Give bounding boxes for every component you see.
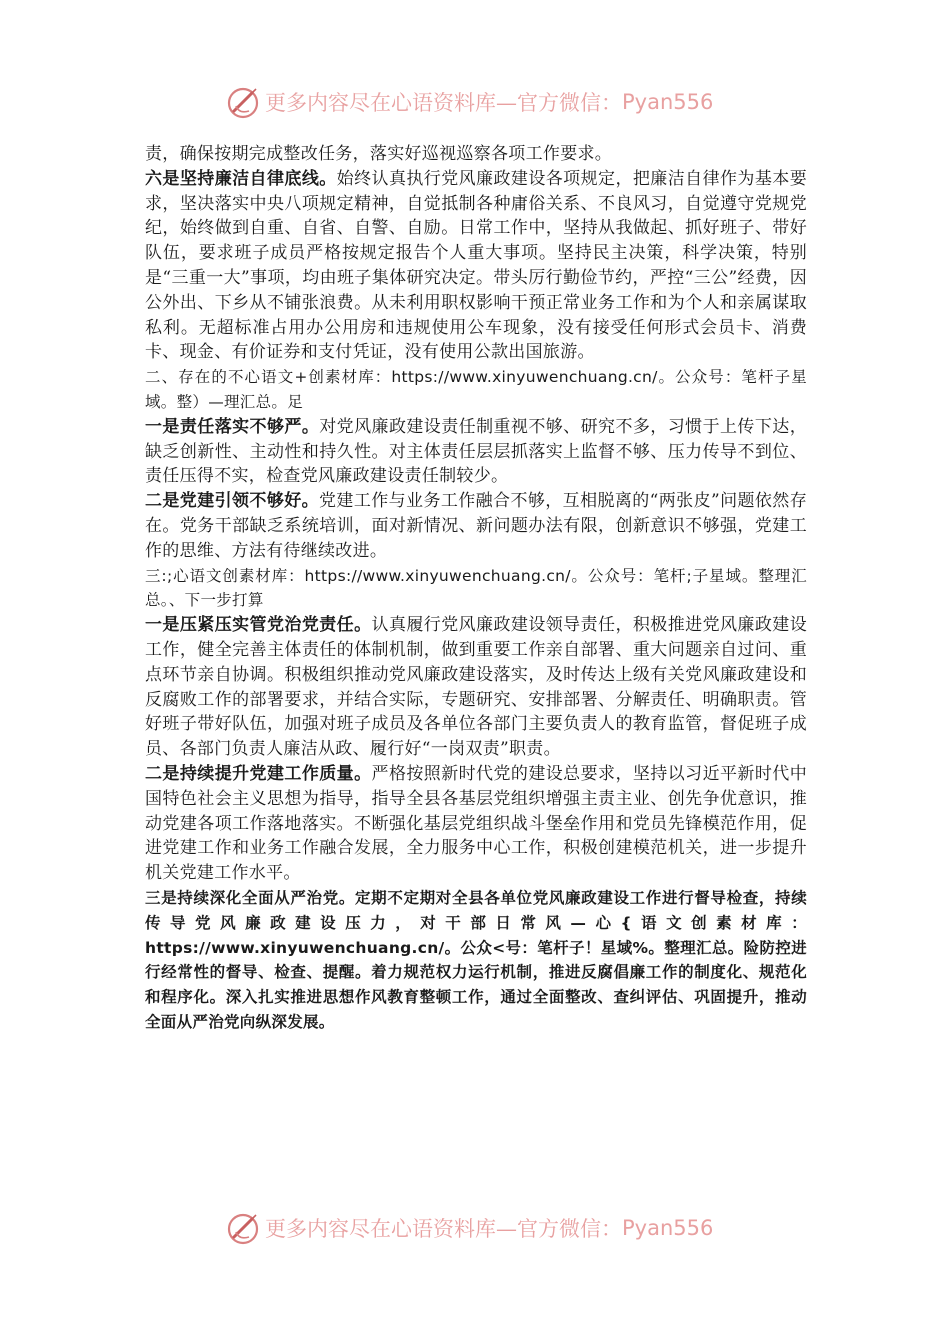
paragraph	[145, 489, 807, 563]
paragraph	[145, 613, 807, 762]
document-body	[145, 142, 807, 1035]
paragraph-lead: 一是压紧压实管党治党责任。	[145, 615, 372, 636]
paragraph	[145, 167, 807, 365]
paragraph	[145, 886, 807, 1035]
pen-logo-icon	[225, 1210, 261, 1246]
watermark-banner-bottom	[225, 1208, 745, 1248]
section-heading	[145, 365, 807, 415]
paragraph-text: 对党风廉政建设责任制重视不够、研究不多，习惯于上传下达，缺乏创新性、主动性和持久性。对主体责任层层抓落实上监督不够、压力传导不到位、责任压得不实，检查党风廉政建设责任制较少。	[145, 416, 808, 487]
paragraph-text: 三:;心语文创素材库：https://www.xinyuwenchuang.cn/。公众号：笔杆;子星域。整理汇总。、下一步打算	[145, 566, 807, 610]
paragraph-lead: 二是持续提升党建工作质量。	[145, 763, 372, 784]
watermark-handle: Pyan556	[622, 90, 714, 114]
pen-logo-icon	[225, 84, 261, 120]
paragraph-text: 认真履行党风廉政建设领导责任，积极推进党风廉政建设工作，健全完善主体责任的体制机制，做到重要工作亲自部署、重大问题亲自过问、重点环节亲自协调。积极组织推动党风廉政建设落实，及时传达上级有关党风廉政建设和反腐败工作的部署要求，并结合实际，专题研究、安排部署、分解责任、明确职责。管好班子带好队伍，加强对班子成员及各单位各部门主要负责人的教育监管，督促班子成员、各部门负责人廉洁从政、履行好“一岗双责”职责。	[145, 615, 807, 760]
watermark-text: 更多内容尽在心语资料库—官方微信：	[265, 91, 622, 115]
watermark-handle: Pyan556	[622, 1216, 714, 1240]
watermark-banner-top	[225, 82, 745, 122]
paragraph-lead: 六是坚持廉洁自律底线。	[145, 168, 337, 189]
paragraph	[145, 762, 807, 886]
paragraph-text: 党建工作与业务工作融合不够，互相脱离的“两张皮”问题依然存在。党务干部缺乏系统培训，面对新情况、新问题办法有限，创新意识不够强，党建工作的思维、方法有待继续改进。	[145, 491, 807, 561]
paragraph-text: 严格按照新时代党的建设总要求，坚持以习近平新时代中国特色社会主义思想为指导，指导全县各基层党组织增强主责主业、创先争优意识，推动党建各项工作落地落实。不断强化基层党组织战斗堡垒作用和党员先锋模范作用，促进党建工作和业务工作融合发展，全力服务中心工作，积极创建模范机关，进一步提升机关党建工作水平。	[145, 763, 807, 884]
paragraph	[145, 142, 807, 167]
paragraph-text: 责，确保按期完成整改任务，落实好巡视巡察各项工作要求。	[145, 144, 613, 164]
section-heading	[145, 564, 807, 614]
paragraph-lead: 一是责任落实不够严。	[145, 416, 320, 437]
paragraph-lead: 二是党建引领不够好。	[145, 491, 320, 512]
paragraph-text: 三是持续深化全面从严治党。定期不定期对全县各单位党风廉政建设工作进行督导检查，持续传导党风廉政建设压力，对干部日常风—心{语文创素材库：https://www.xinyuwenchuang.cn/。公众<号：笔杆子！星域%。整理汇总。险防控进行经常性的督导、检查、提醒。着力规范权力运行机制，推进反腐倡廉工作的制度化、规范化和程序化。深入扎实推进思想作风教育整顿工作，通过全面整改、查纠评估、巩固提升，推动全面从严治党向纵深发展。	[145, 888, 807, 1031]
watermark-text: 更多内容尽在心语资料库—官方微信：	[265, 1217, 622, 1241]
paragraph	[145, 415, 807, 489]
paragraph-text: 二、存在的不心语文+创素材库：https://www.xinyuwenchuang.cn/。公众号：笔杆子星域。整）—理汇总。足	[145, 368, 807, 411]
paragraph-text: 始终认真执行党风廉政建设各项规定，把廉洁自律作为基本要求，坚决落实中央八项规定精神，自觉抵制各种庸俗关系、不良风习，自觉遵守党规党纪，始终做到自重、自省、自警、自励。日常工作中，坚持从我做起、抓好班子、带好队伍，要求班子成员严格按规定报告个人重大事项。坚持民主决策，科学决策，特别是“三重一大”事项，均由班子集体研究决定。带头厉行勤俭节约，严控“三公”经费，因公外出、下乡从不铺张浪费。从未利用职权影响干预正常业务工作和为个人和亲属谋取私利。无超标准占用办公用房和违规使用公车现象，没有接受任何形式会员卡、消费卡、现金、有价证券和支付凭证，没有使用公款出国旅游。	[145, 168, 807, 363]
